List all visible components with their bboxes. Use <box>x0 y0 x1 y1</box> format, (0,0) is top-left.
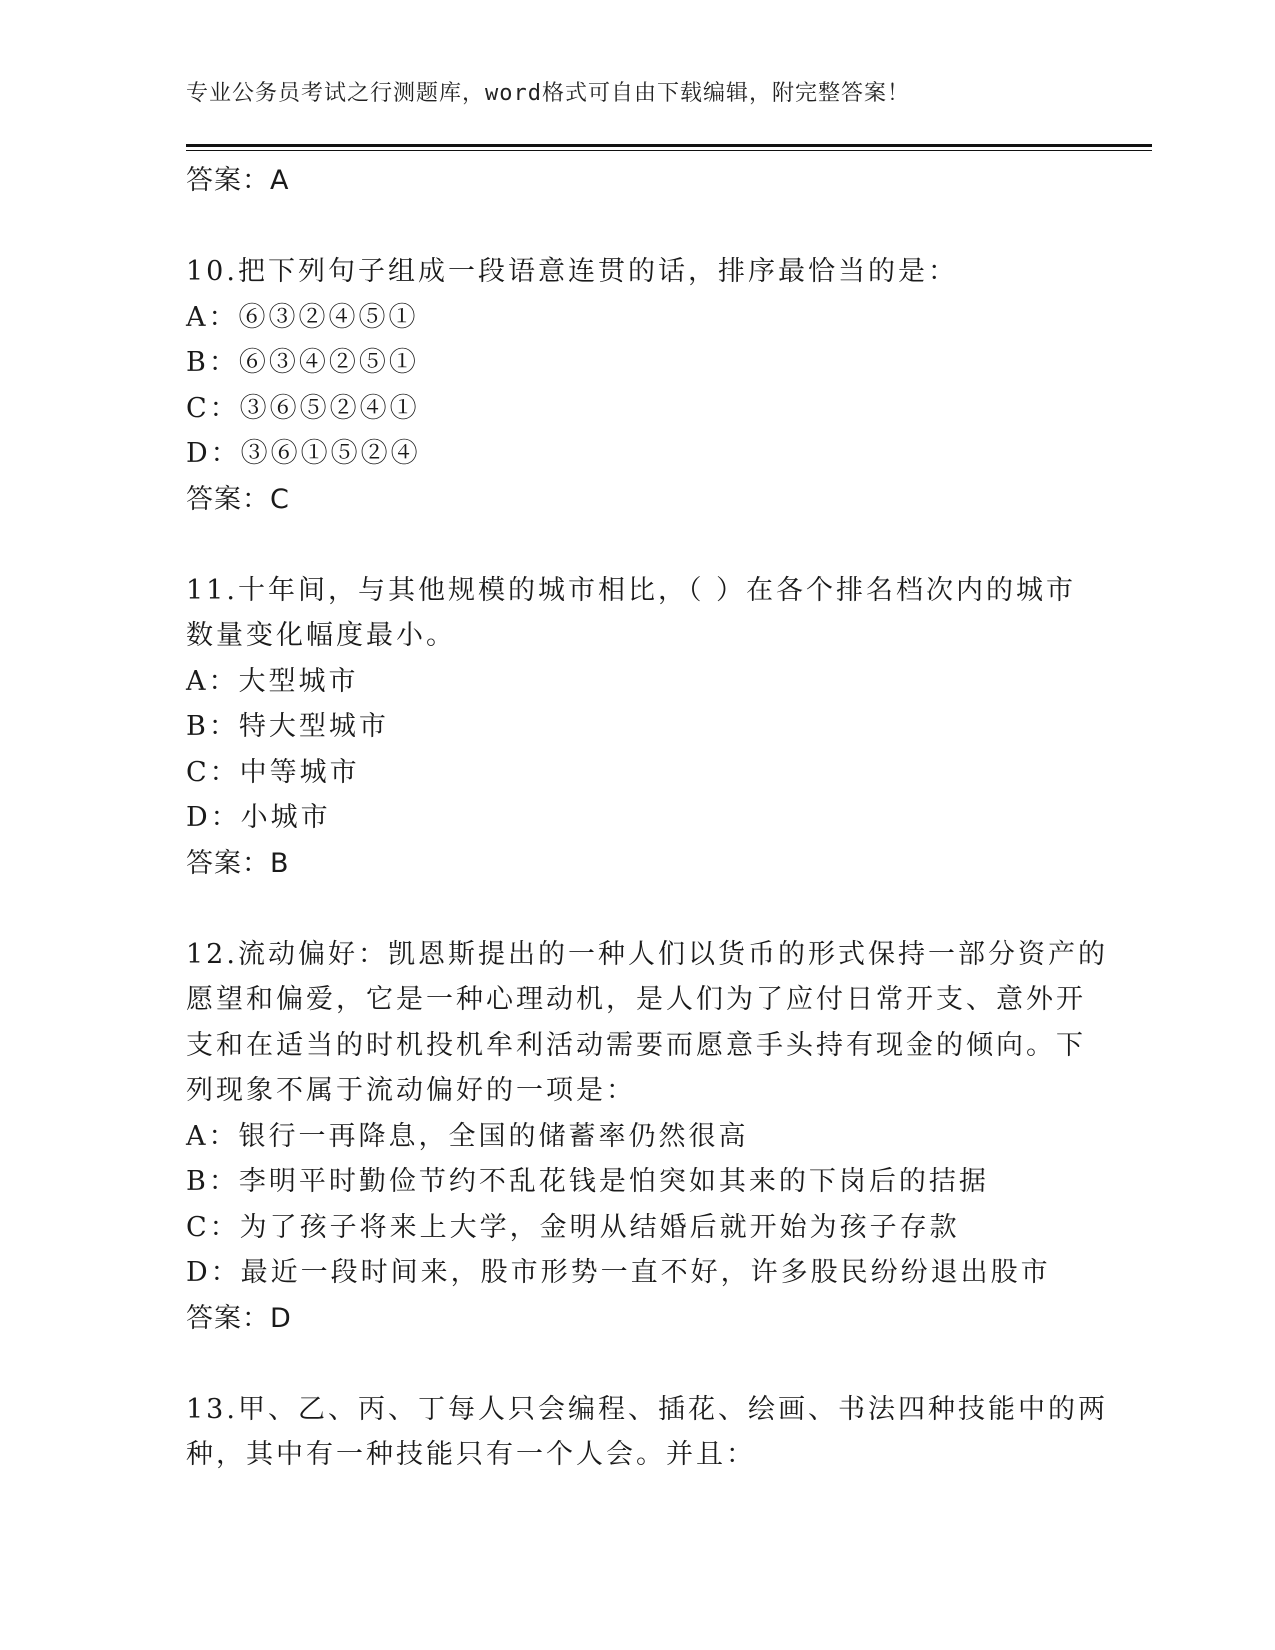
option-d: D：小城市 <box>186 802 331 833</box>
question-stem: 种，其中有一种技能只有一个人会。并且： <box>186 1439 756 1470</box>
spacer <box>186 522 1086 568</box>
option-a: A：⑥③②④⑤① <box>186 301 419 333</box>
header-rule <box>186 144 1152 147</box>
question-block <box>186 932 1108 1342</box>
question-stem: 10.把下列句子组成一段语意连贯的话，排序最恰当的是： <box>186 256 958 287</box>
answer-line: 答案：D <box>186 1302 292 1334</box>
option-d: D：③⑥①⑤②④ <box>186 438 421 469</box>
option-b: B：特大型城市 <box>186 711 389 742</box>
question-stem: 列现象不属于流动偏好的一项是： <box>186 1075 636 1106</box>
option-a: A：银行一再降息，全国的储蓄率仍然很高 <box>186 1120 749 1152</box>
page-header: 专业公务员考试之行测题库，word格式可自由下载编辑，附完整答案！ <box>186 81 910 106</box>
spacer <box>186 204 1086 250</box>
question-block <box>186 249 1086 522</box>
option-b: B：⑥③④②⑤① <box>186 347 419 378</box>
answer-line: 答案：A <box>186 165 290 196</box>
option-c: C：为了孩子将来上大学，金明从结婚后就开始为孩子存款 <box>186 1211 960 1243</box>
question-block <box>186 1387 1108 1478</box>
answer-line: 答案：C <box>186 483 290 515</box>
question-stem: 支和在适当的时机投机牟利活动需要而愿意手头持有现金的倾向。下 <box>186 1029 1086 1061</box>
question-stem: 愿望和偏爱，它是一种心理动机，是人们为了应付日常开支、意外开 <box>186 984 1086 1015</box>
question-content <box>186 158 1108 1478</box>
option-c: C：③⑥⑤②④① <box>186 392 420 424</box>
option-a: A：大型城市 <box>186 665 359 697</box>
spacer <box>186 886 1086 932</box>
answer-line: 答案：B <box>186 847 290 879</box>
spacer <box>186 1341 1086 1387</box>
question-block <box>186 568 1086 887</box>
question-stem: 11.十年间，与其他规模的城市相比，（ ）在各个排名档次内的城市 <box>186 574 1077 606</box>
question-stem: 12.流动偏好：凯恩斯提出的一种人们以货币的形式保持一部分资产的 <box>186 938 1108 970</box>
option-c: C：中等城市 <box>186 756 360 788</box>
question-stem: 数量变化幅度最小。 <box>186 620 456 651</box>
option-b: B：李明平时勤俭节约不乱花钱是怕突如其来的下岗后的拮据 <box>186 1166 989 1197</box>
header-rule-thin <box>186 150 1152 151</box>
option-d: D：最近一段时间来，股市形势一直不好，许多股民纷纷退出股市 <box>186 1257 1051 1288</box>
question-stem: 13.甲、乙、丙、丁每人只会编程、插花、绘画、书法四种技能中的两 <box>186 1393 1108 1425</box>
